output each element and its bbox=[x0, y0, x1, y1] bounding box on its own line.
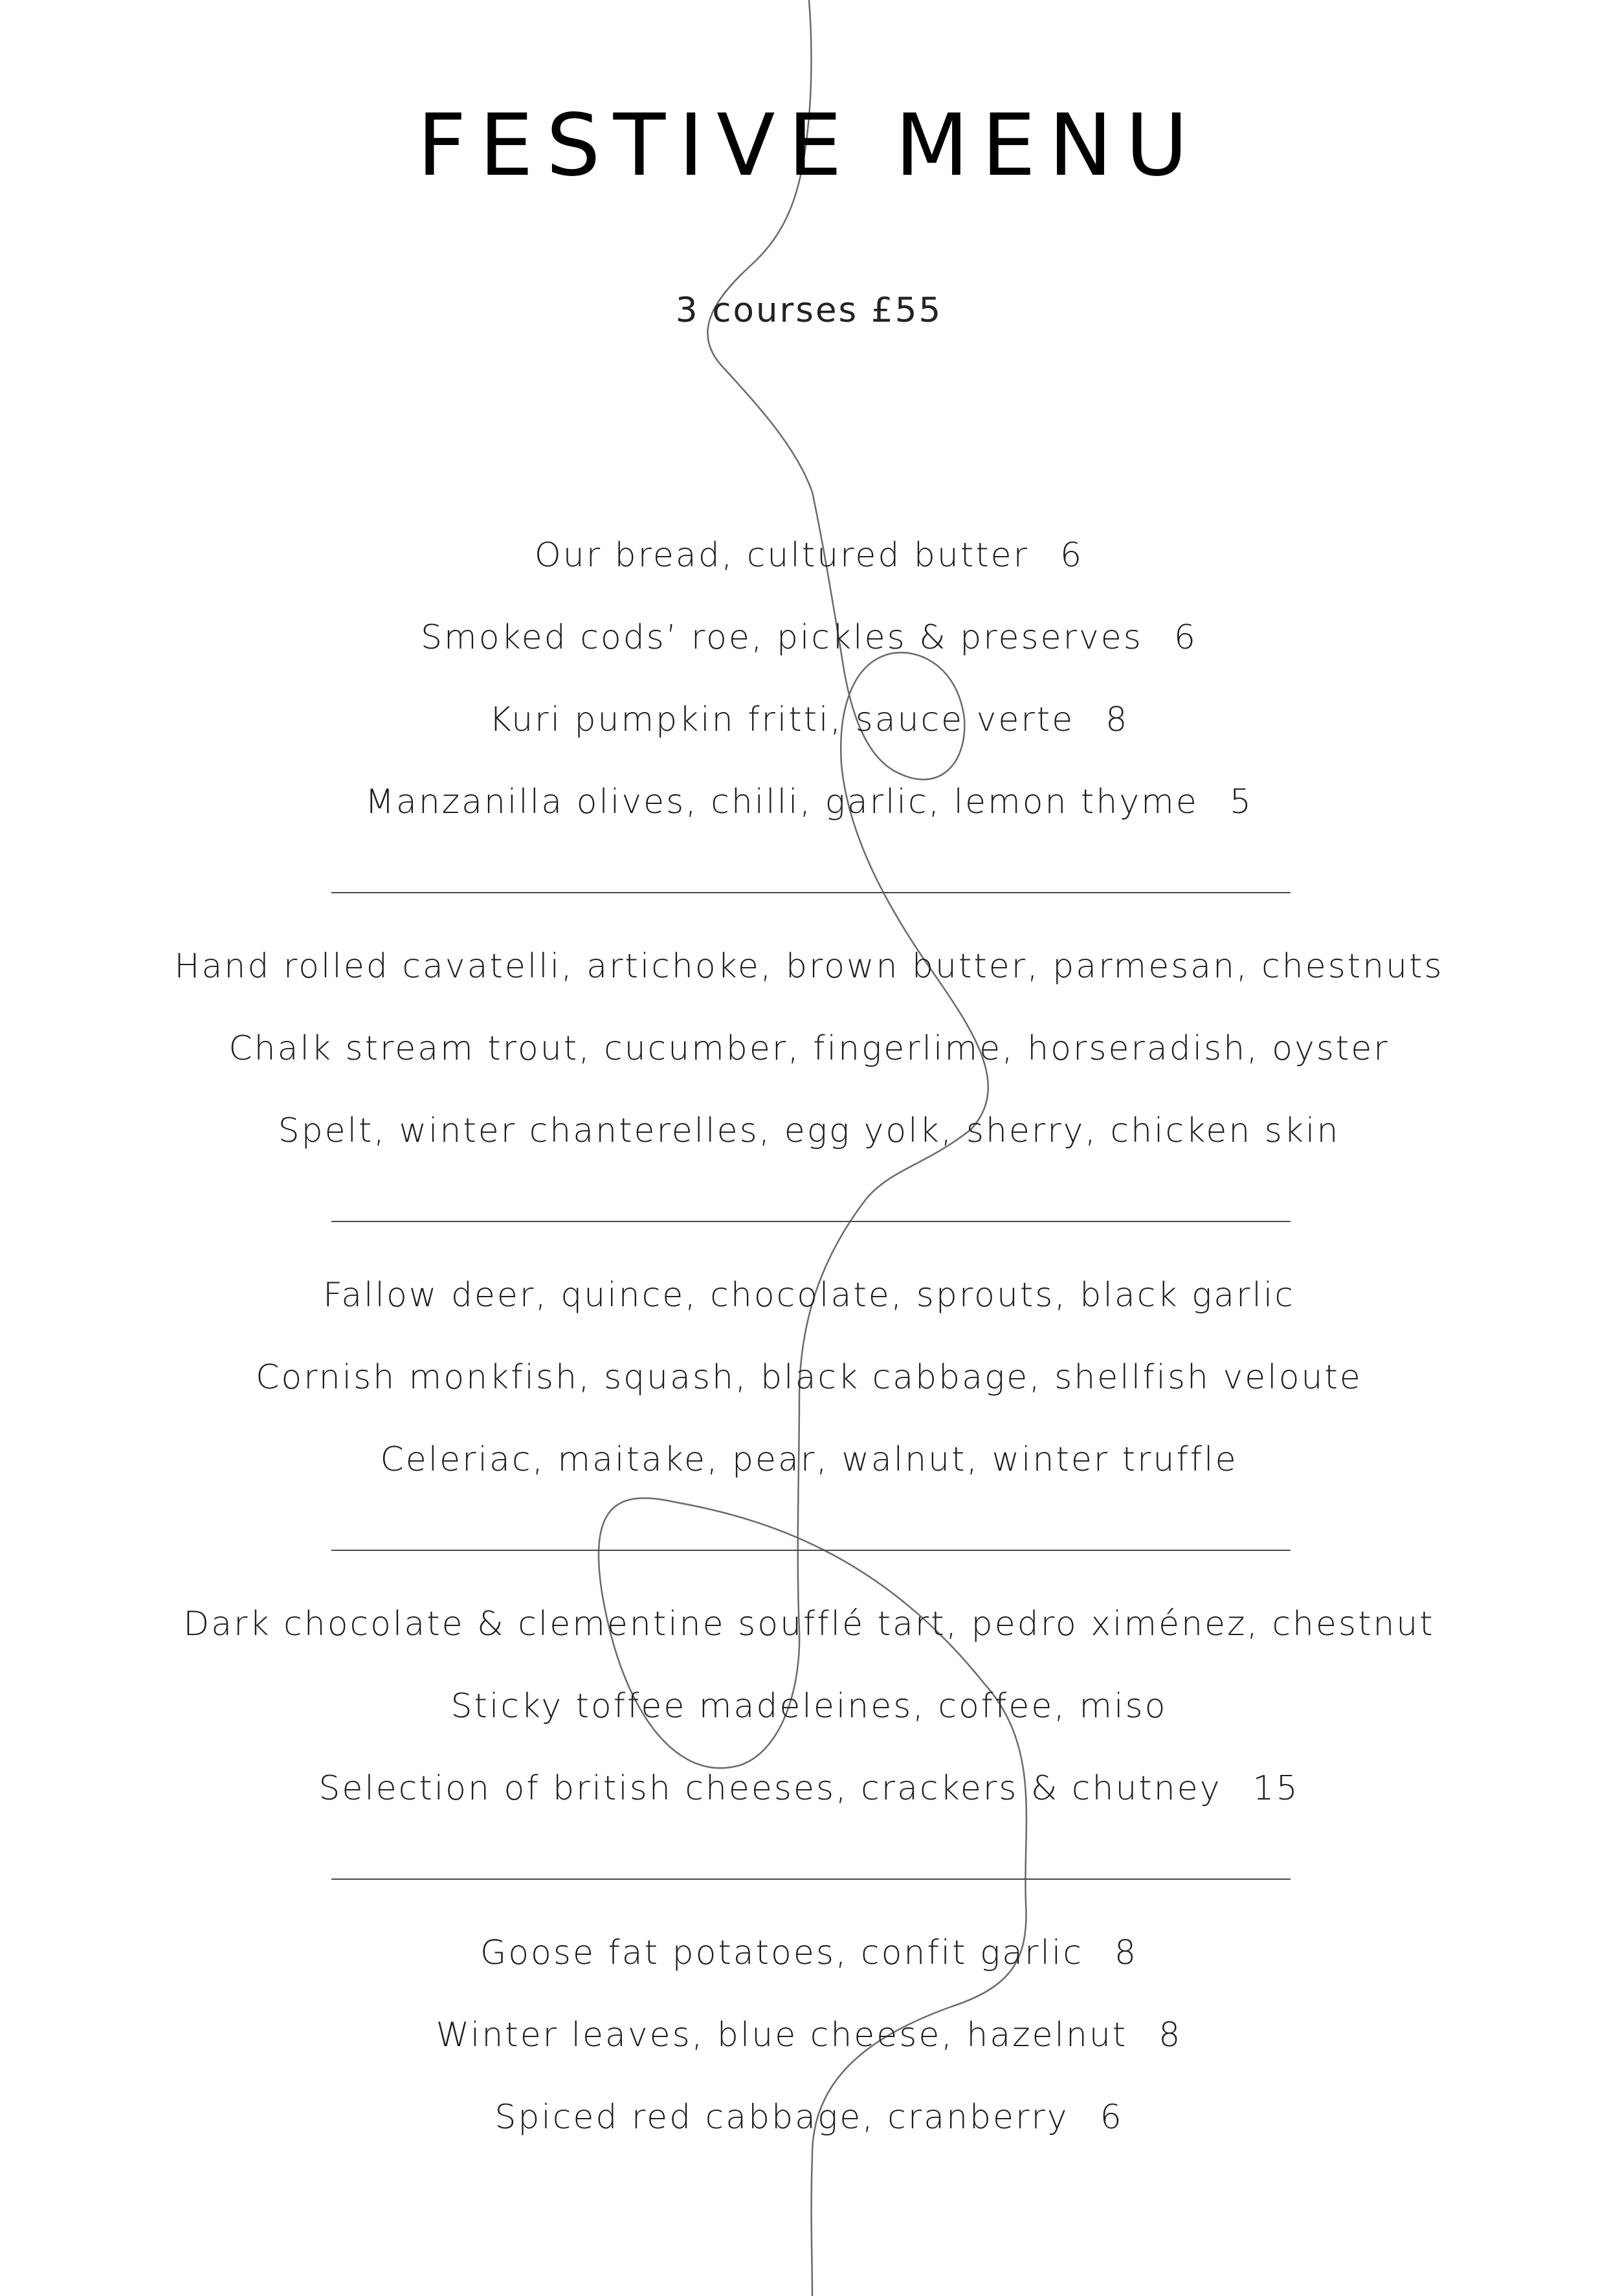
section-divider bbox=[331, 892, 1291, 893]
menu-item bbox=[0, 1355, 1618, 1400]
menu-item bbox=[0, 1108, 1618, 1154]
item-name: Spelt, winter chanterelles, egg yolk, sherry, chicken skin bbox=[278, 1111, 1340, 1150]
item-name: Goose fat potatoes, confit garlic bbox=[480, 1934, 1083, 1972]
menu-item bbox=[0, 2095, 1618, 2140]
menu-item bbox=[0, 533, 1618, 578]
section-divider bbox=[331, 1878, 1291, 1880]
section-divider bbox=[331, 1221, 1291, 1222]
item-name: Chalk stream trout, cucumber, fingerlime, horseradish, oyster bbox=[228, 1029, 1390, 1068]
menu-item bbox=[0, 2012, 1618, 2058]
item-name: Fallow deer, quince, chocolate, sprouts, black garlic bbox=[323, 1276, 1295, 1315]
item-price: 6 bbox=[1060, 536, 1084, 575]
item-price: 8 bbox=[1114, 1934, 1138, 1972]
item-name: Dark chocolate & clementine soufflé tart, pedro ximénez, chestnut bbox=[183, 1605, 1435, 1644]
menu-item bbox=[0, 1273, 1618, 1318]
menu-item bbox=[0, 1930, 1618, 1976]
menu-item bbox=[0, 944, 1618, 989]
item-name: Smoked cods’ roe, pickles & preserves bbox=[421, 618, 1143, 657]
menu-item bbox=[0, 1601, 1618, 1647]
item-name: Hand rolled cavatelli, artichoke, brown butter, parmesan, chestnuts bbox=[174, 947, 1444, 986]
item-price: 15 bbox=[1252, 1769, 1300, 1808]
item-price: 6 bbox=[1173, 618, 1197, 657]
item-name: Our bread, cultured butter bbox=[534, 536, 1030, 575]
menu-item bbox=[0, 1684, 1618, 1729]
item-price: 5 bbox=[1229, 783, 1253, 821]
item-name: Sticky toffee madeleines, coffee, miso bbox=[450, 1687, 1168, 1726]
item-name: Manzanilla olives, chilli, garlic, lemon thyme bbox=[365, 783, 1199, 821]
menu-item bbox=[0, 779, 1618, 825]
item-price: 8 bbox=[1105, 700, 1129, 739]
item-name: Celeriac, maitake, pear, walnut, winter truffle bbox=[380, 1440, 1238, 1479]
menu-item bbox=[0, 1766, 1618, 1811]
menu-item bbox=[0, 1026, 1618, 1071]
menu-item bbox=[0, 615, 1618, 660]
menu-item bbox=[0, 697, 1618, 742]
page-title: FESTIVE MENU bbox=[417, 96, 1201, 195]
item-name: Cornish monkfish, squash, black cabbage, shellfish veloute bbox=[256, 1358, 1362, 1397]
menu-price-subtitle: 3 courses £55 bbox=[675, 291, 943, 330]
menu-item bbox=[0, 1437, 1618, 1482]
item-price: 8 bbox=[1158, 2016, 1182, 2055]
item-name: Spiced red cabbage, cranberry bbox=[494, 2098, 1069, 2137]
item-name: Selection of british cheeses, crackers & chutney bbox=[318, 1769, 1222, 1808]
item-name: Winter leaves, blue cheese, hazelnut bbox=[436, 2016, 1128, 2055]
section-divider bbox=[331, 1550, 1291, 1551]
item-price: 6 bbox=[1100, 2098, 1124, 2137]
item-name: Kuri pumpkin fritti, sauce verte bbox=[489, 700, 1075, 739]
